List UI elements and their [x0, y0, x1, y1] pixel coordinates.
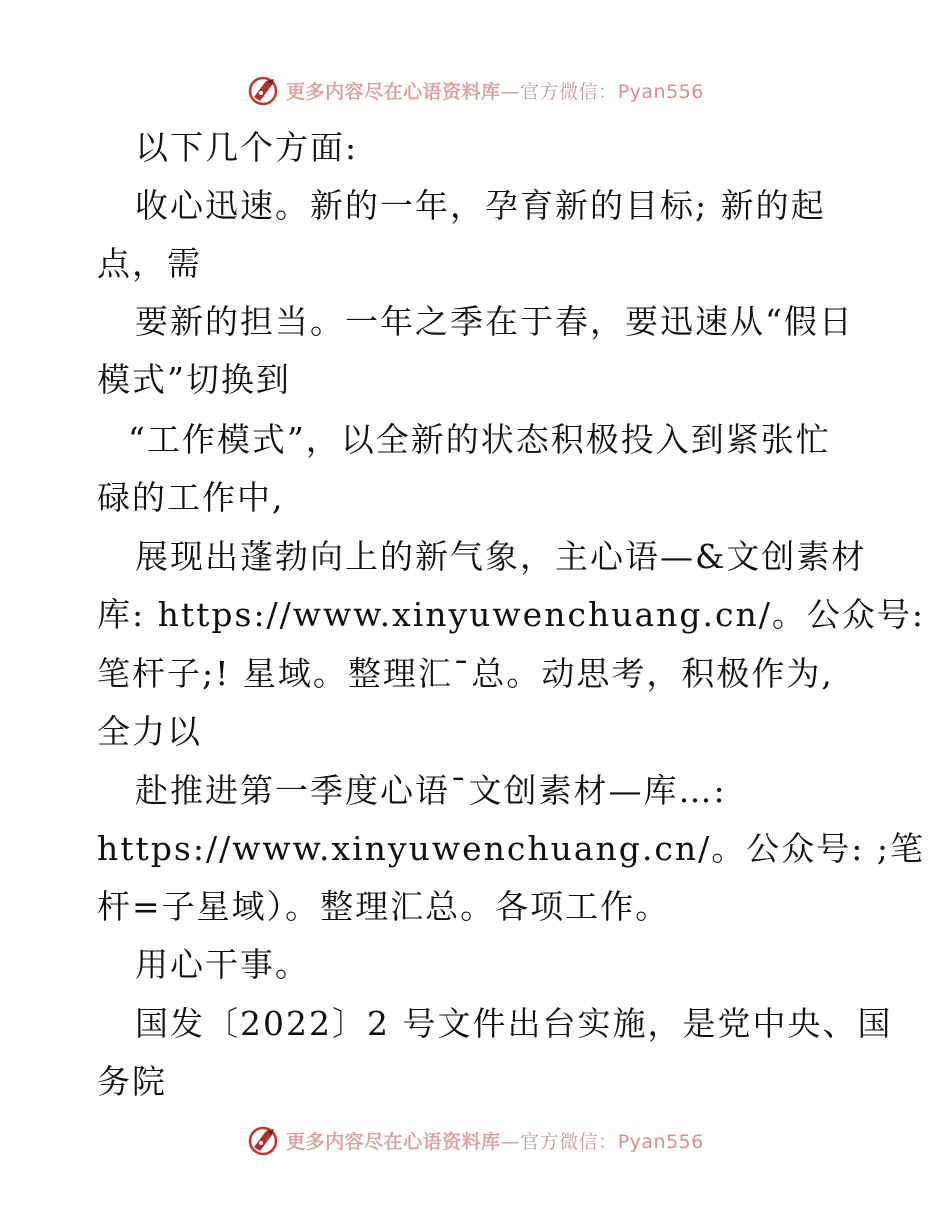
paragraph-line: 杆=子星域）。整理汇总。各项工作。	[97, 887, 671, 926]
header-wechat-id: Pyan556	[617, 80, 704, 103]
footer-watermark-text	[286, 1127, 704, 1154]
paragraph-line: 展现出蓬勃向上的新气象，主心语—&文创素材	[135, 537, 867, 576]
footer-separator: —	[500, 1130, 521, 1153]
paragraph-line: https://www.xinyuwenchuang.cn/。公众号: ;笔	[97, 829, 925, 868]
header-separator: —	[500, 80, 521, 103]
paragraph-line: 以下几个方面:	[135, 128, 359, 167]
paragraph-line: 全力以	[97, 712, 202, 751]
header-wechat-label: 官方微信：	[520, 80, 618, 103]
paragraph-line: 笔杆子;! 星域。整理汇¯总。动思考，积极作为,	[97, 654, 834, 693]
paragraph-line: 库: https://www.xinyuwenchuang.cn/。公众号:	[97, 595, 925, 634]
paragraph-line: 模式”切换到	[97, 360, 291, 399]
paragraph-line: 点，需	[97, 244, 202, 283]
footer-watermark-inner	[246, 1123, 704, 1157]
paragraph-line: “工作模式”，以全新的状态积极投入到紧张忙	[128, 420, 831, 459]
footer-wechat-label: 官方微信：	[520, 1130, 618, 1153]
paragraph-line: 要新的担当。一年之季在于春，要迅速从“假日	[135, 302, 854, 341]
footer-watermark	[0, 1120, 950, 1160]
header-brand-text: 更多内容尽在心语资料库	[286, 80, 501, 103]
paragraph-line: 务院	[97, 1062, 167, 1101]
footer-wechat-id: Pyan556	[617, 1130, 704, 1153]
paragraph-line: 收心迅速。新的一年，孕育新的目标; 新的起	[135, 186, 826, 225]
paragraph-line: 碌的工作中,	[97, 478, 285, 517]
footer-brand-text: 更多内容尽在心语资料库	[286, 1130, 501, 1153]
paragraph-line: 国发〔2022〕2 号文件出台实施，是党中央、国	[135, 1004, 893, 1043]
paragraph-line: 赴推进第一季度心语¯文创素材—库…:	[135, 771, 727, 810]
paragraph-line: 用心干事。	[135, 945, 310, 984]
pen-nib-logo-icon	[246, 1123, 280, 1157]
